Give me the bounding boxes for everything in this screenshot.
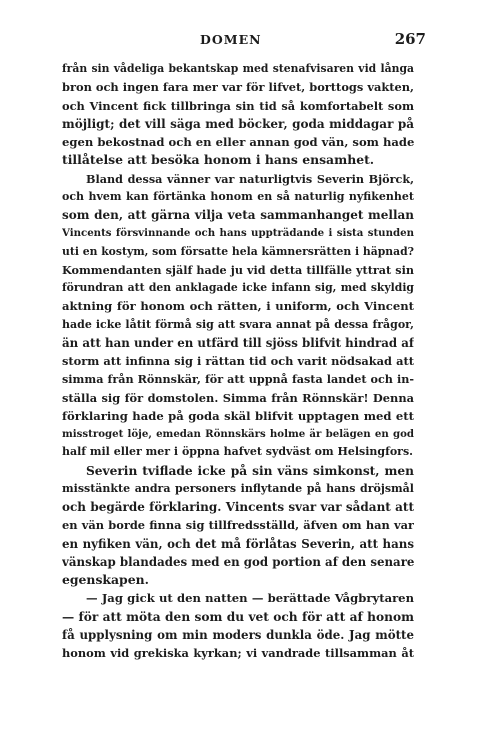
text-line: simma från Rönnskär, för att uppnå fasta landet och in- [62,372,414,387]
text-line: misstänkte andra personers inflytande på hans dröjsmål [62,481,414,495]
text-line: Bland dessa vänner var naturligtvis Severin Björck, [86,171,414,186]
text-line: än att han under en utfärd till sjöss blifvit hindrad af [62,335,414,350]
running-title: DOMEN [200,32,262,47]
text-line: hade icke låtit förmå sig att svara annat på dessa frågor, [62,317,414,331]
text-line: storm att infinna sig i rättan tid och varit nödsakad att [62,354,414,368]
text-line: Vincents försvinnande och hans uppträdande i sista stunden [62,227,414,240]
text-line: ställa sig för domstolen. Simma från Rönnskär! Denna [62,390,414,405]
text-line: half mil eller mer i öppna hafvet sydväst om Helsingfors. [62,445,413,459]
text-line: från sin vådeliga bekantskap med stenafvisaren vid långa [62,62,414,75]
text-line: och Vincent fick tillbringa sin tid så komfortabelt som [62,98,414,113]
text-line: bron och ingen fara mer var för lifvet, borttogs vakten, [62,80,414,95]
text-line: få upplysning om min moders dunkla öde. Jag mötte [62,627,414,642]
text-line: förklaring hade på goda skäl blifvit upptagen med ett [62,408,414,423]
text-line: uti en kostym, som försatte hela kämnersrätten i häpnad? [62,244,414,258]
text-line: en vän borde finna sig tillfredsställd, äfven om han var [62,518,414,533]
text-line: Severin tviflade icke på sin väns simkonst, men [86,463,414,478]
text-line: egen bekostnad och en eller annan god vän, som hade [62,135,414,149]
text-line: misstroget löje, emedan Rönnskärs holme är belägen en god [62,428,414,440]
text-line: vänskap blandades med en god portion af den senare [62,554,414,569]
text-line: — Jag gick ut den natten — berättade Vågbrytaren [86,591,414,606]
text-line: och hvem kan förtänka honom en så naturlig nyfikenhet [62,189,414,203]
text-line: förundran att den anklagade icke infann sig, med skyldig [62,281,414,294]
page-number: 267 [394,30,426,48]
text-line: möjligt; det vill säga med böcker, goda middagar på [62,116,414,131]
text-line: en nyfiken vän, och det må förlåtas Severin, att hans [62,536,414,551]
page-header [60,30,426,50]
body-text [62,60,414,662]
text-line: och begärde förklaring. Vincents svar var sådant att [62,500,414,514]
text-line: som den, att gärna vilja veta sammanhanget mellan [62,208,414,222]
text-line: honom vid grekiska kyrkan; vi vandrade tillsamman åt [62,646,414,660]
text-line: Kommendanten själf hade ju vid detta tillfälle yttrat sin [62,262,414,277]
text-line: egenskapen. [62,572,149,587]
text-line: — för att möta den som du vet och för att af honom [62,609,414,624]
text-line: tillåtelse att besöka honom i hans ensamhet. [62,152,375,168]
text-line: aktning för honom och rätten, i uniform, och Vincent [62,299,414,314]
